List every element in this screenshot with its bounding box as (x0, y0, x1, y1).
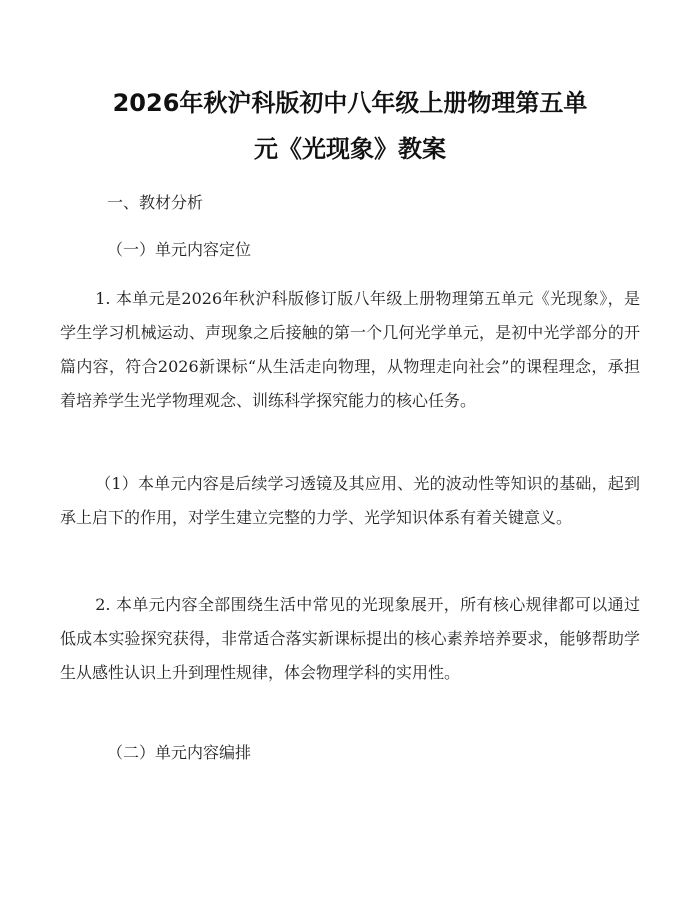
document-title-line-2: 元《光现象》教案 (254, 135, 446, 163)
subsection-heading-unit-positioning: （一）单元内容定位 (107, 240, 252, 259)
paragraph-3: 2. 本单元内容全部围绕生活中常见的光现象展开，所有核心规律都可以通过低成本实验探究获得，非常适合落实新课标提出的核心素养培养要求，能够帮助学生从感性认识上升到理性规律，体会物理学科的实用性。 (60, 595, 640, 682)
document-title-line-1: 2026年秋沪科版初中八年级上册物理第五单 (112, 89, 588, 117)
paragraph-1: 1. 本单元是2026年秋沪科版修订版八年级上册物理第五单元《光现象》，是学生学习机械运动、声现象之后接触的第一个几何光学单元，是初中光学部分的开篇内容，符合2026新课标“从生活走向物理，从物理走向社会”的课程理念，承担着培养学生光学物理观念、训练科学探究能力的核心任务。 (60, 289, 640, 410)
section-heading-teaching-material-analysis: 一、教材分析 (107, 193, 204, 212)
subsection-heading-unit-arrangement: （二）单元内容编排 (107, 743, 252, 762)
paragraph-2: （1）本单元内容是后续学习透镜及其应用、光的波动性等知识的基础，起到承上启下的作用，对学生建立完整的力学、光学知识体系有着关键意义。 (60, 474, 640, 527)
